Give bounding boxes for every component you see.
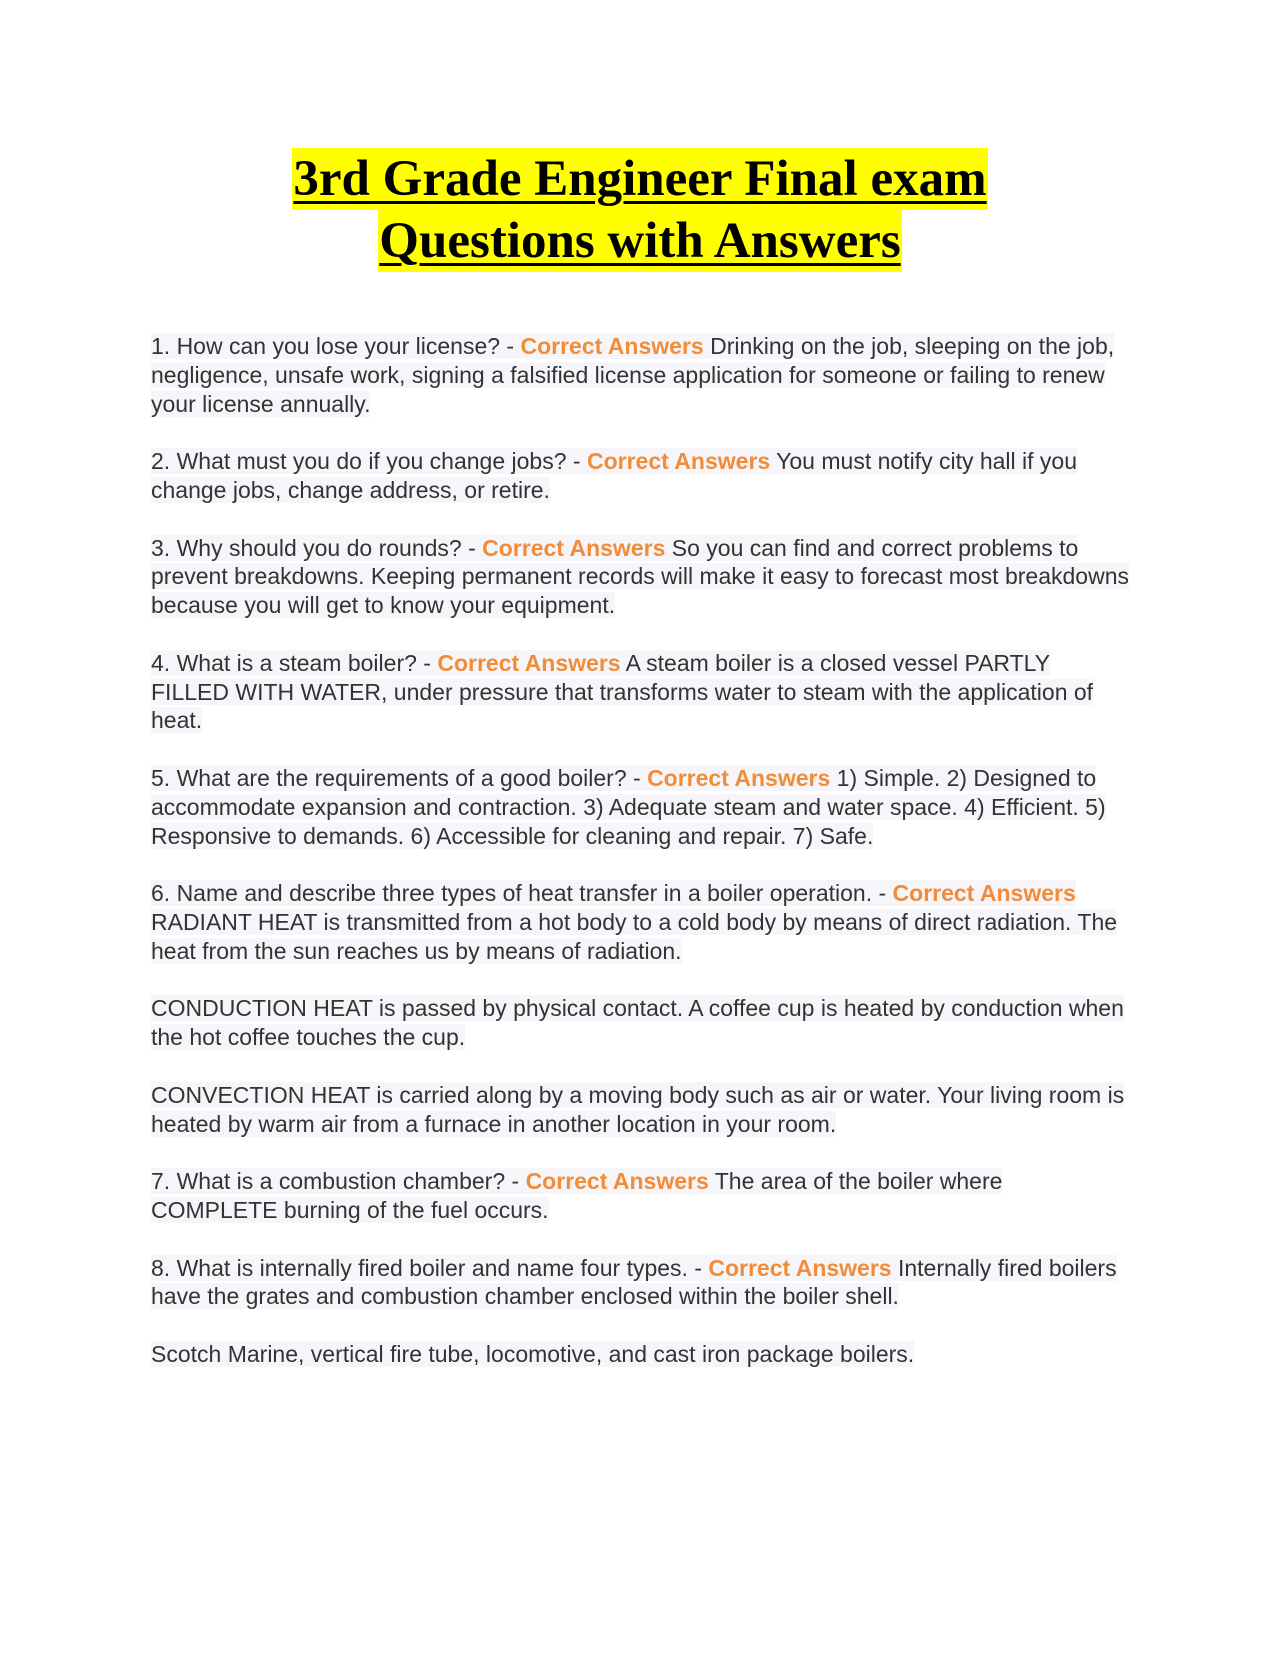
convection-paragraph [151,1081,1131,1139]
correct-answers-label: Correct Answers [586,448,771,475]
answer-text: 1) Simple. 2) Designed to accommodate expansion and contraction. 3) Adequate steam and water space. 4) Efficient. 5) Responsive to demands. 6) Accessible for cleaning and repair. 7) Safe. [151,764,1106,849]
question-text: 6. Name and describe three types of heat transfer in a boiler operation. - [151,880,893,907]
question-text: 5. What are the requirements of a good boiler? - [151,764,648,791]
paragraph-text: Scotch Marine, vertical fire tube, locomotive, and cast iron package boilers. [151,1340,915,1367]
question-text: 1. How can you lose your license? - [151,333,521,359]
qa-paragraph-7 [151,1167,1131,1225]
qa-paragraph-5 [151,764,1131,850]
answer-text: Drinking on the job, sleeping on the job, negligence, unsafe work, signing a falsified license application for someone or failing to renew your license annually. [151,333,1115,417]
title-line-1: 3rd Grade Engineer Final exam [292,148,987,210]
correct-answers-label: Correct Answers [892,880,1076,907]
correct-answers-label: Correct Answers [520,333,704,359]
question-text: 4. What is a steam boiler? - [151,649,438,676]
qa-paragraph-4 [151,649,1131,735]
qa-paragraph-3 [151,534,1131,620]
answer-text: The area of the boiler where COMPLETE burning of the fuel occurs. [151,1168,1003,1223]
question-text: 8. What is internally fired boiler and name four types. - [151,1254,709,1281]
correct-answers-label: Correct Answers [708,1254,892,1281]
correct-answers-label: Correct Answers [437,649,621,676]
question-text: 2. What must you do if you change jobs? - [151,448,587,475]
paragraph-text: CONDUCTION HEAT is passed by physical contact. A coffee cup is heated by conduction when the hot coffee touches the cup. [151,995,1124,1051]
answer-text: A steam boiler is a closed vessel PARTLY FILLED WITH WATER, under pressure that transforms water to steam with the application of heat. [151,649,1094,734]
qa-paragraph-6 [151,879,1131,965]
question-text: 7. What is a combustion chamber? - [151,1168,526,1195]
correct-answers-label: Correct Answers [482,534,666,561]
paragraph-text: CONVECTION HEAT is carried along by a moving body such as air or water. Your living room is heated by warm air from a furnace in another location in your room. [151,1081,1125,1137]
answer-text: RADIANT HEAT is transmitted from a hot body to a cold body by means of direct radiation. The heat from the sun reaches us by means of radiation. [151,908,1118,964]
answer-text: So you can find and correct problems to prevent breakdowns. Keeping permanent records will make it easy to forecast most breakdowns because you will get to know your equipment. [151,534,1129,619]
document-body [151,332,1131,1397]
document-title [0,148,1280,272]
qa-paragraph-1 [151,332,1131,418]
answer-text: You must notify city hall if you change jobs, change address, or retire. [151,448,1078,503]
correct-answers-label: Correct Answers [647,764,831,791]
qa-paragraph-8 [151,1254,1131,1312]
qa-paragraph-2 [151,447,1131,505]
title-line-2: Questions with Answers [378,210,901,272]
correct-answers-label: Correct Answers [525,1168,709,1195]
question-text: 3. Why should you do rounds? - [151,534,483,561]
conduction-paragraph [151,994,1131,1052]
boiler-types-paragraph [151,1340,1131,1369]
answer-text: Internally fired boilers have the grates and combustion chamber enclosed within the boiler shell. [151,1254,1117,1310]
